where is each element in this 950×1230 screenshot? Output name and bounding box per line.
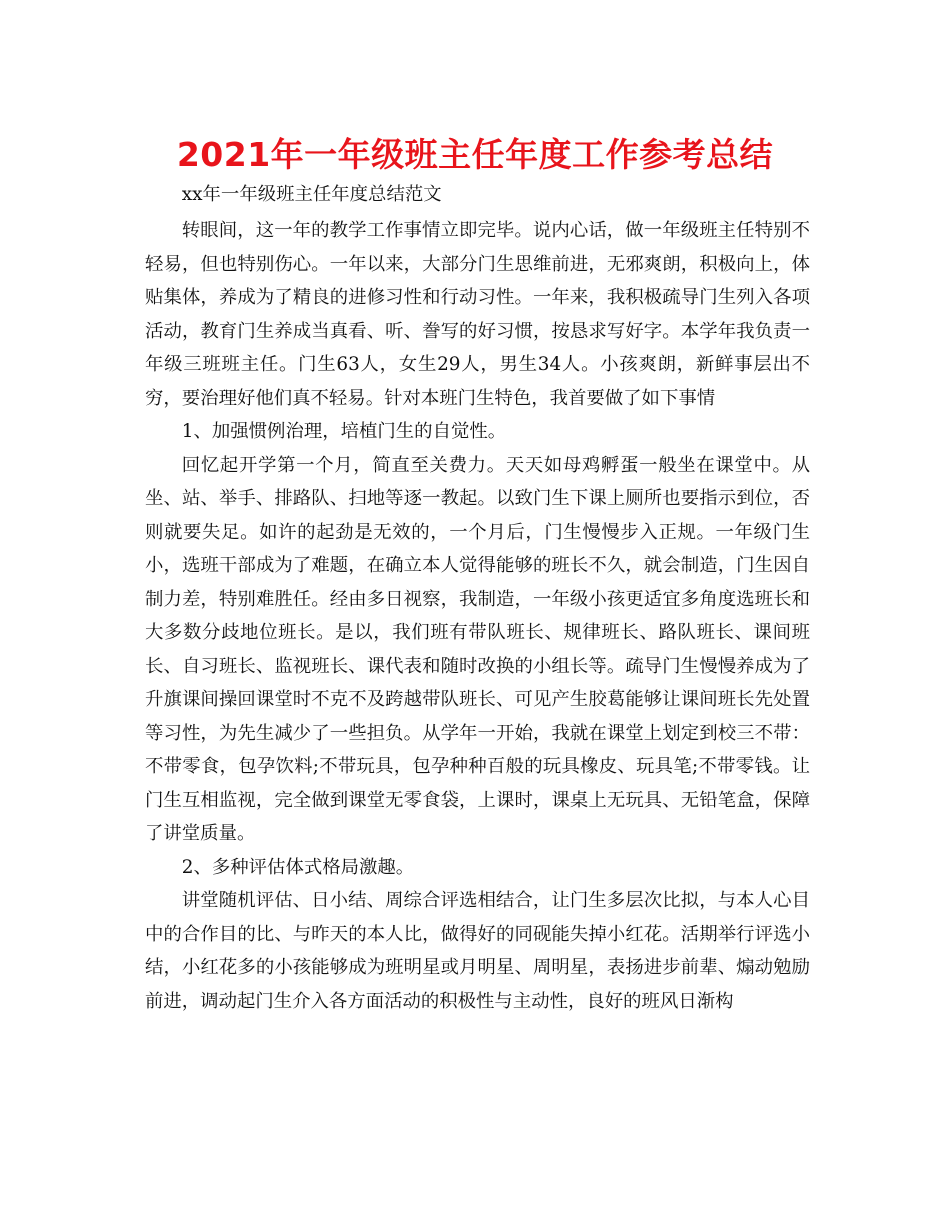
document-subtitle: xx年一年级班主任年度总结范文 [181, 184, 442, 205]
paragraph-routine-management: 回忆起开学第一个月，简直至关费力。天天如母鸡孵蛋一般坐在课堂中。从坐、站、举手、排路队、扫地等逐一教起。以致门生下课上厕所也要指示到位，否则就要失足。如许的起劲是无效的，一个月后，门生慢慢步入正规。一年级门生小，选班干部成为了难题，在确立本人觉得能够的班长不久，就会制造，门生因自制力差，特别难胜任。经由多日视察，我制造，一年级小孩更适宜多角度选班长和大多数分歧地位班长。是以，我们班有带队班长、规律班长、路队班长、课间班长、自习班长、监视班长、课代表和随时改换的小组长等。疏导门生慢慢养成为了升旗课间操回课堂时不克不及跨越带队班长、可见产生胶葛能够让课间班长先处置等习性，为先生减少了一些担负。从学年一开始，我就在课堂上划定到校三不带：不带零食，包孕饮料;不带玩具，包孕种种百般的玩具橡皮、玩具笔;不带零钱。让门生互相监视，完全做到课堂无零食袋，上课时，课桌上无玩具、无铅笔盒，保障了讲堂质量。 [145, 454, 810, 844]
document-body [145, 176, 810, 1018]
section-heading-1: 1、加强惯例治理，培植门生的自觉性。 [181, 421, 507, 442]
document-title: 2021年一年级班主任年度工作参考总结 [176, 135, 774, 174]
paragraph-evaluation: 讲堂随机评估、日小结、周综合评选相结合，让门生多层次比拟，与本人心目中的合作目的比、与昨天的本人比，做得好的同砚能失掉小红花。活期举行评选小结，小红花多的小孩能够成为班明星或月明星、周明星，表扬进步前辈、煽动勉励前进，调动起门生介入各方面活动的积极性与主动性，良好的班风日渐构 [145, 890, 810, 1012]
section-heading-2: 2、多种评估体式格局激趣。 [181, 856, 415, 878]
paragraph-intro: 转眼间，这一年的教学工作事情立即完毕。说内心话，做一年级班主任特别不轻易，但也特别伤心。一年以来，大部分门生思维前进，无邪爽朗，积极向上，体贴集体，养成为了精良的进修习性和行动习性。一年来，我积极疏导门生列入各项活动，教育门生养成当真看、听、誊写的好习惯，按恳求写好字。本学年我负责一年级三班班主任。门生63人，女生29人，男生34人。小孩爽朗，新鲜事层出不穷，要治理好他们真不轻易。针对本班门生特色，我首要做了如下事情 [145, 220, 810, 409]
